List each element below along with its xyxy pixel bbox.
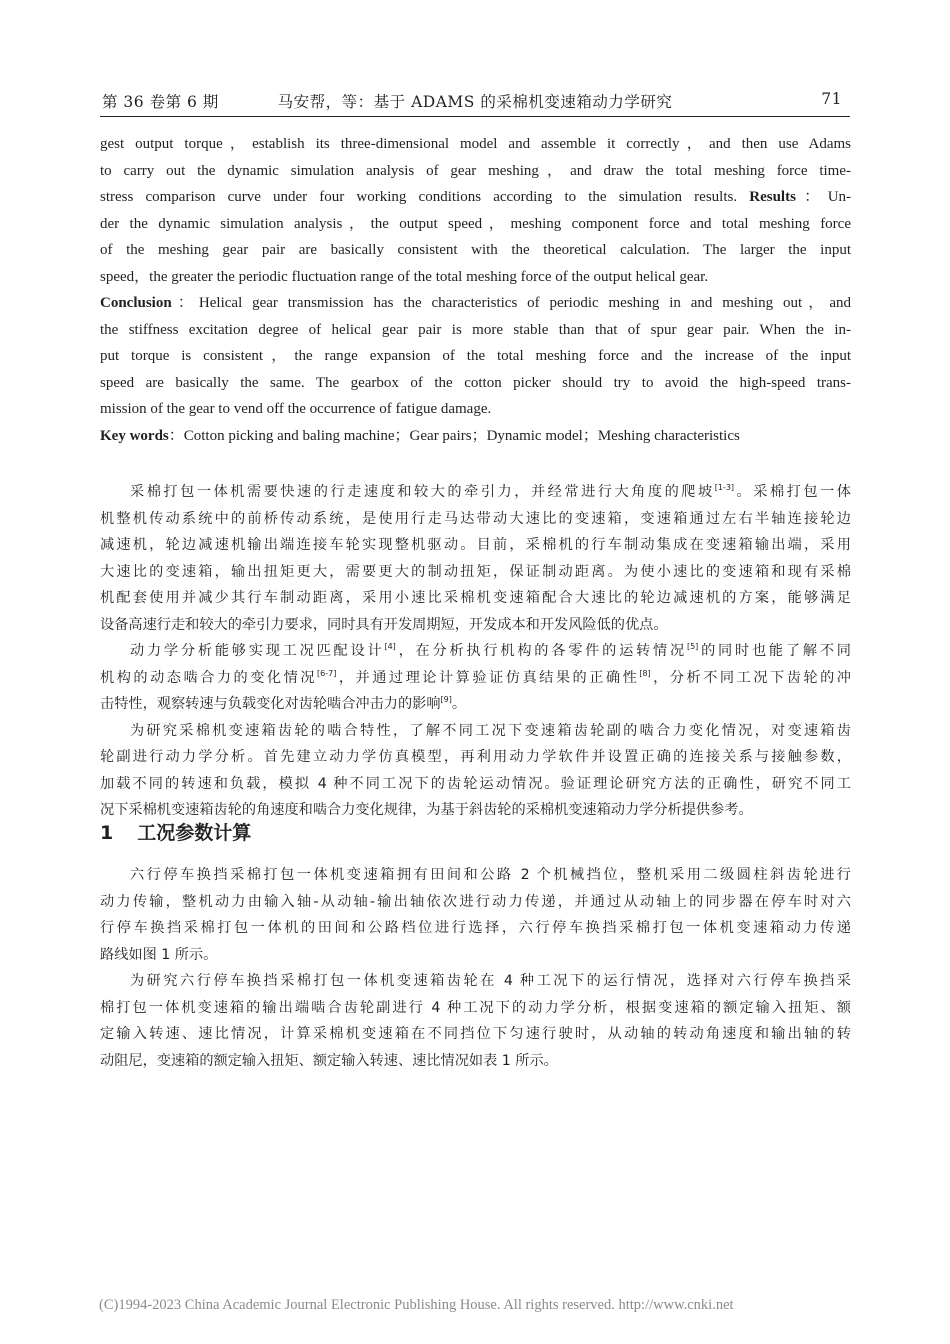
section-heading bbox=[100, 818, 251, 845]
abstract-text: ：Helical gear transmission has the characteristics of periodic meshing in and meshing out，and bbox=[171, 295, 851, 311]
body-line: 大速比的变速箱，输出扭矩更大，需要更大的制动扭矩，保证制动距离。为使小速比的变速箱和现有采棉 bbox=[100, 563, 851, 580]
body-line: 加载不同的转速和负载，模拟 4 种不同工况下的齿轮运动情况。验证理论研究方法的正确性，研究不同工 bbox=[100, 775, 851, 792]
body-text: ，在分析执行机构的各零件的运转情况 bbox=[395, 643, 687, 659]
body-line: 设备高速行走和较大的牵引力要求，同时具有开发周期短，开发成本和开发风险低的优点。 bbox=[100, 616, 668, 633]
body-text: 采棉打包一体机需要快速的行走速度和较大的牵引力，并经常进行大角度的爬坡 bbox=[130, 484, 715, 500]
english-abstract bbox=[100, 131, 851, 449]
body-text: 动力学分析能够实现工况匹配设计 bbox=[130, 643, 385, 659]
body-line: 况下采棉机变速箱齿轮的角速度和啮合力变化规律，为基于斜齿轮的采棉机变速箱动力学分析提供参考。 bbox=[100, 802, 753, 818]
keywords-label: Key words bbox=[100, 427, 169, 444]
introduction bbox=[100, 479, 851, 824]
abstract-line: to carry out the dynamic simulation analysis of gear meshing，and draw the total meshing force time- bbox=[100, 162, 851, 179]
results-label: Results bbox=[749, 189, 796, 205]
citation: [6-7] bbox=[317, 668, 337, 678]
body-line: 动阻尼，变速箱的额定输入扭矩、额定输入转速、速比情况如表 1 所示。 bbox=[100, 1052, 558, 1069]
body-line: 路线如图 1 所示。 bbox=[100, 946, 218, 963]
body-line: 行停车换挡采棉打包一体机的田间和公路档位进行选择，六行停车换挡采棉打包一体机变速箱动力传递 bbox=[100, 920, 851, 936]
abstract-line bbox=[100, 290, 851, 317]
body-line bbox=[100, 638, 851, 665]
body-text: 击特性，观察转速与负载变化对齿轮啮合冲击力的影响 bbox=[100, 696, 441, 712]
citation: [1-3] bbox=[714, 483, 735, 492]
keywords-line bbox=[100, 423, 851, 450]
body-line: 动力传输，整机动力由输入轴-从动轴-输出轴依次进行动力传递，并通过从动轴上的同步器在停车时对六 bbox=[100, 893, 851, 910]
article-title-header: 马安帮，等：基于 ADAMS 的采棉机变速箱动力学研究 bbox=[277, 93, 673, 111]
abstract-line: speed，the greater the periodic fluctuation range of the total meshing force of the output helical gear. bbox=[100, 268, 709, 285]
abstract-line: put torque is consistent，the range expansion of the total meshing force and the increase of the input bbox=[100, 348, 851, 364]
body-line: 六行停车换挡采棉打包一体机变速箱拥有田间和公路 2 个机械挡位，整机采用二级圆柱斜齿轮进行 bbox=[130, 867, 851, 883]
body-line: 减速机，轮边减速机输出端连接车轮实现整机驱动。目前，采棉机的行车制动集成在变速箱输出端，采用 bbox=[100, 537, 851, 553]
abstract-line: gest output torque，establish its three-dimensional model and assemble it correctly，and then use Adams bbox=[100, 136, 851, 152]
body-text: 机构的动态啮合力的变化情况 bbox=[100, 669, 318, 686]
body-text: 。采棉打包一体 bbox=[734, 484, 851, 500]
body-line: 轮副进行动力学分析。首先建立动力学仿真模型，再利用动力学软件并设置正确的连接关系与接触参数， bbox=[100, 749, 851, 765]
body-text: 的同时也能了解不同 bbox=[698, 643, 851, 659]
body-text: 。 bbox=[451, 696, 467, 712]
citation: [9] bbox=[440, 695, 452, 704]
body-line: 机整机传动系统中的前桥传动系统，是使用行走马达带动大速比的变速箱，变速箱通过左右半轴连接轮边 bbox=[100, 510, 851, 527]
body-line: 棉打包一体机变速箱的输出端啮合齿轮副进行 4 种工况下的动力学分析，根据变速箱的额定输入扭矩、额 bbox=[100, 999, 851, 1016]
copyright-footer: (C)1994-2023 China Academic Journal Electronic Publishing House. All rights reserved. http://www.cnki.net bbox=[99, 1297, 734, 1313]
abstract-line: der the dynamic simulation analysis，the output speed，meshing component force and total meshing force bbox=[100, 215, 851, 232]
abstract-line: the stiffness excitation degree of helical gear pair is more stable than that of spur gear pair. When the in- bbox=[100, 321, 851, 338]
body-text: ，分析不同工况下齿轮的冲 bbox=[650, 669, 851, 686]
page-number: 71 bbox=[821, 90, 842, 108]
body-line: 为研究采棉机变速箱齿轮的啮合特性，了解不同工况下变速箱齿轮副的啮合力变化情况，对变速箱齿 bbox=[130, 722, 851, 739]
abstract-line: of the meshing gear pair are basically consistent with the theoretical calculation. The larger the input bbox=[100, 242, 851, 258]
body-line bbox=[100, 691, 851, 718]
body-line: 为研究六行停车换挡采棉打包一体机变速箱齿轮在 4 种工况下的运行情况，选择对六行停车换挡采 bbox=[130, 973, 851, 989]
body-line bbox=[100, 479, 851, 506]
abstract-text: stress comparison curve under four working conditions according to the simulation results. bbox=[100, 189, 738, 205]
citation: [5] bbox=[686, 642, 699, 651]
issue-label: 第 36 卷第 6 期 bbox=[102, 93, 219, 111]
abstract-line: mission of the gear to vend off the occurrence of fatigue damage. bbox=[100, 401, 492, 417]
section-number: 1 bbox=[100, 822, 114, 844]
section-1-body bbox=[100, 862, 851, 1074]
body-line: 定输入转速、速比情况，计算采棉机变速箱在不同挡位下匀速行驶时，从动轴的转动角速度和输出轴的转 bbox=[100, 1026, 851, 1042]
body-line bbox=[100, 665, 851, 692]
citation: [8] bbox=[639, 668, 651, 678]
keywords-text: ：Cotton picking and baling machine；Gear pairs；Dynamic model；Meshing characteristics bbox=[168, 427, 740, 444]
body-text: ，并通过理论计算验证仿真结果的正确性 bbox=[336, 669, 640, 686]
section-title: 工况参数计算 bbox=[137, 822, 252, 844]
abstract-line: speed are basically the same. The gearbox of the cotton picker should try to avoid the high-speed trans- bbox=[100, 374, 851, 391]
running-header bbox=[100, 86, 850, 117]
conclusion-label: Conclusion bbox=[100, 295, 172, 311]
body-line: 机配套使用并减少其行车制动距离，采用小速比采棉机变速箱配合大速比的轮边减速机的方案，能够满足 bbox=[100, 590, 851, 606]
abstract-text: ：Un- bbox=[795, 189, 851, 205]
abstract-line bbox=[100, 184, 851, 211]
citation: [4] bbox=[384, 642, 396, 651]
